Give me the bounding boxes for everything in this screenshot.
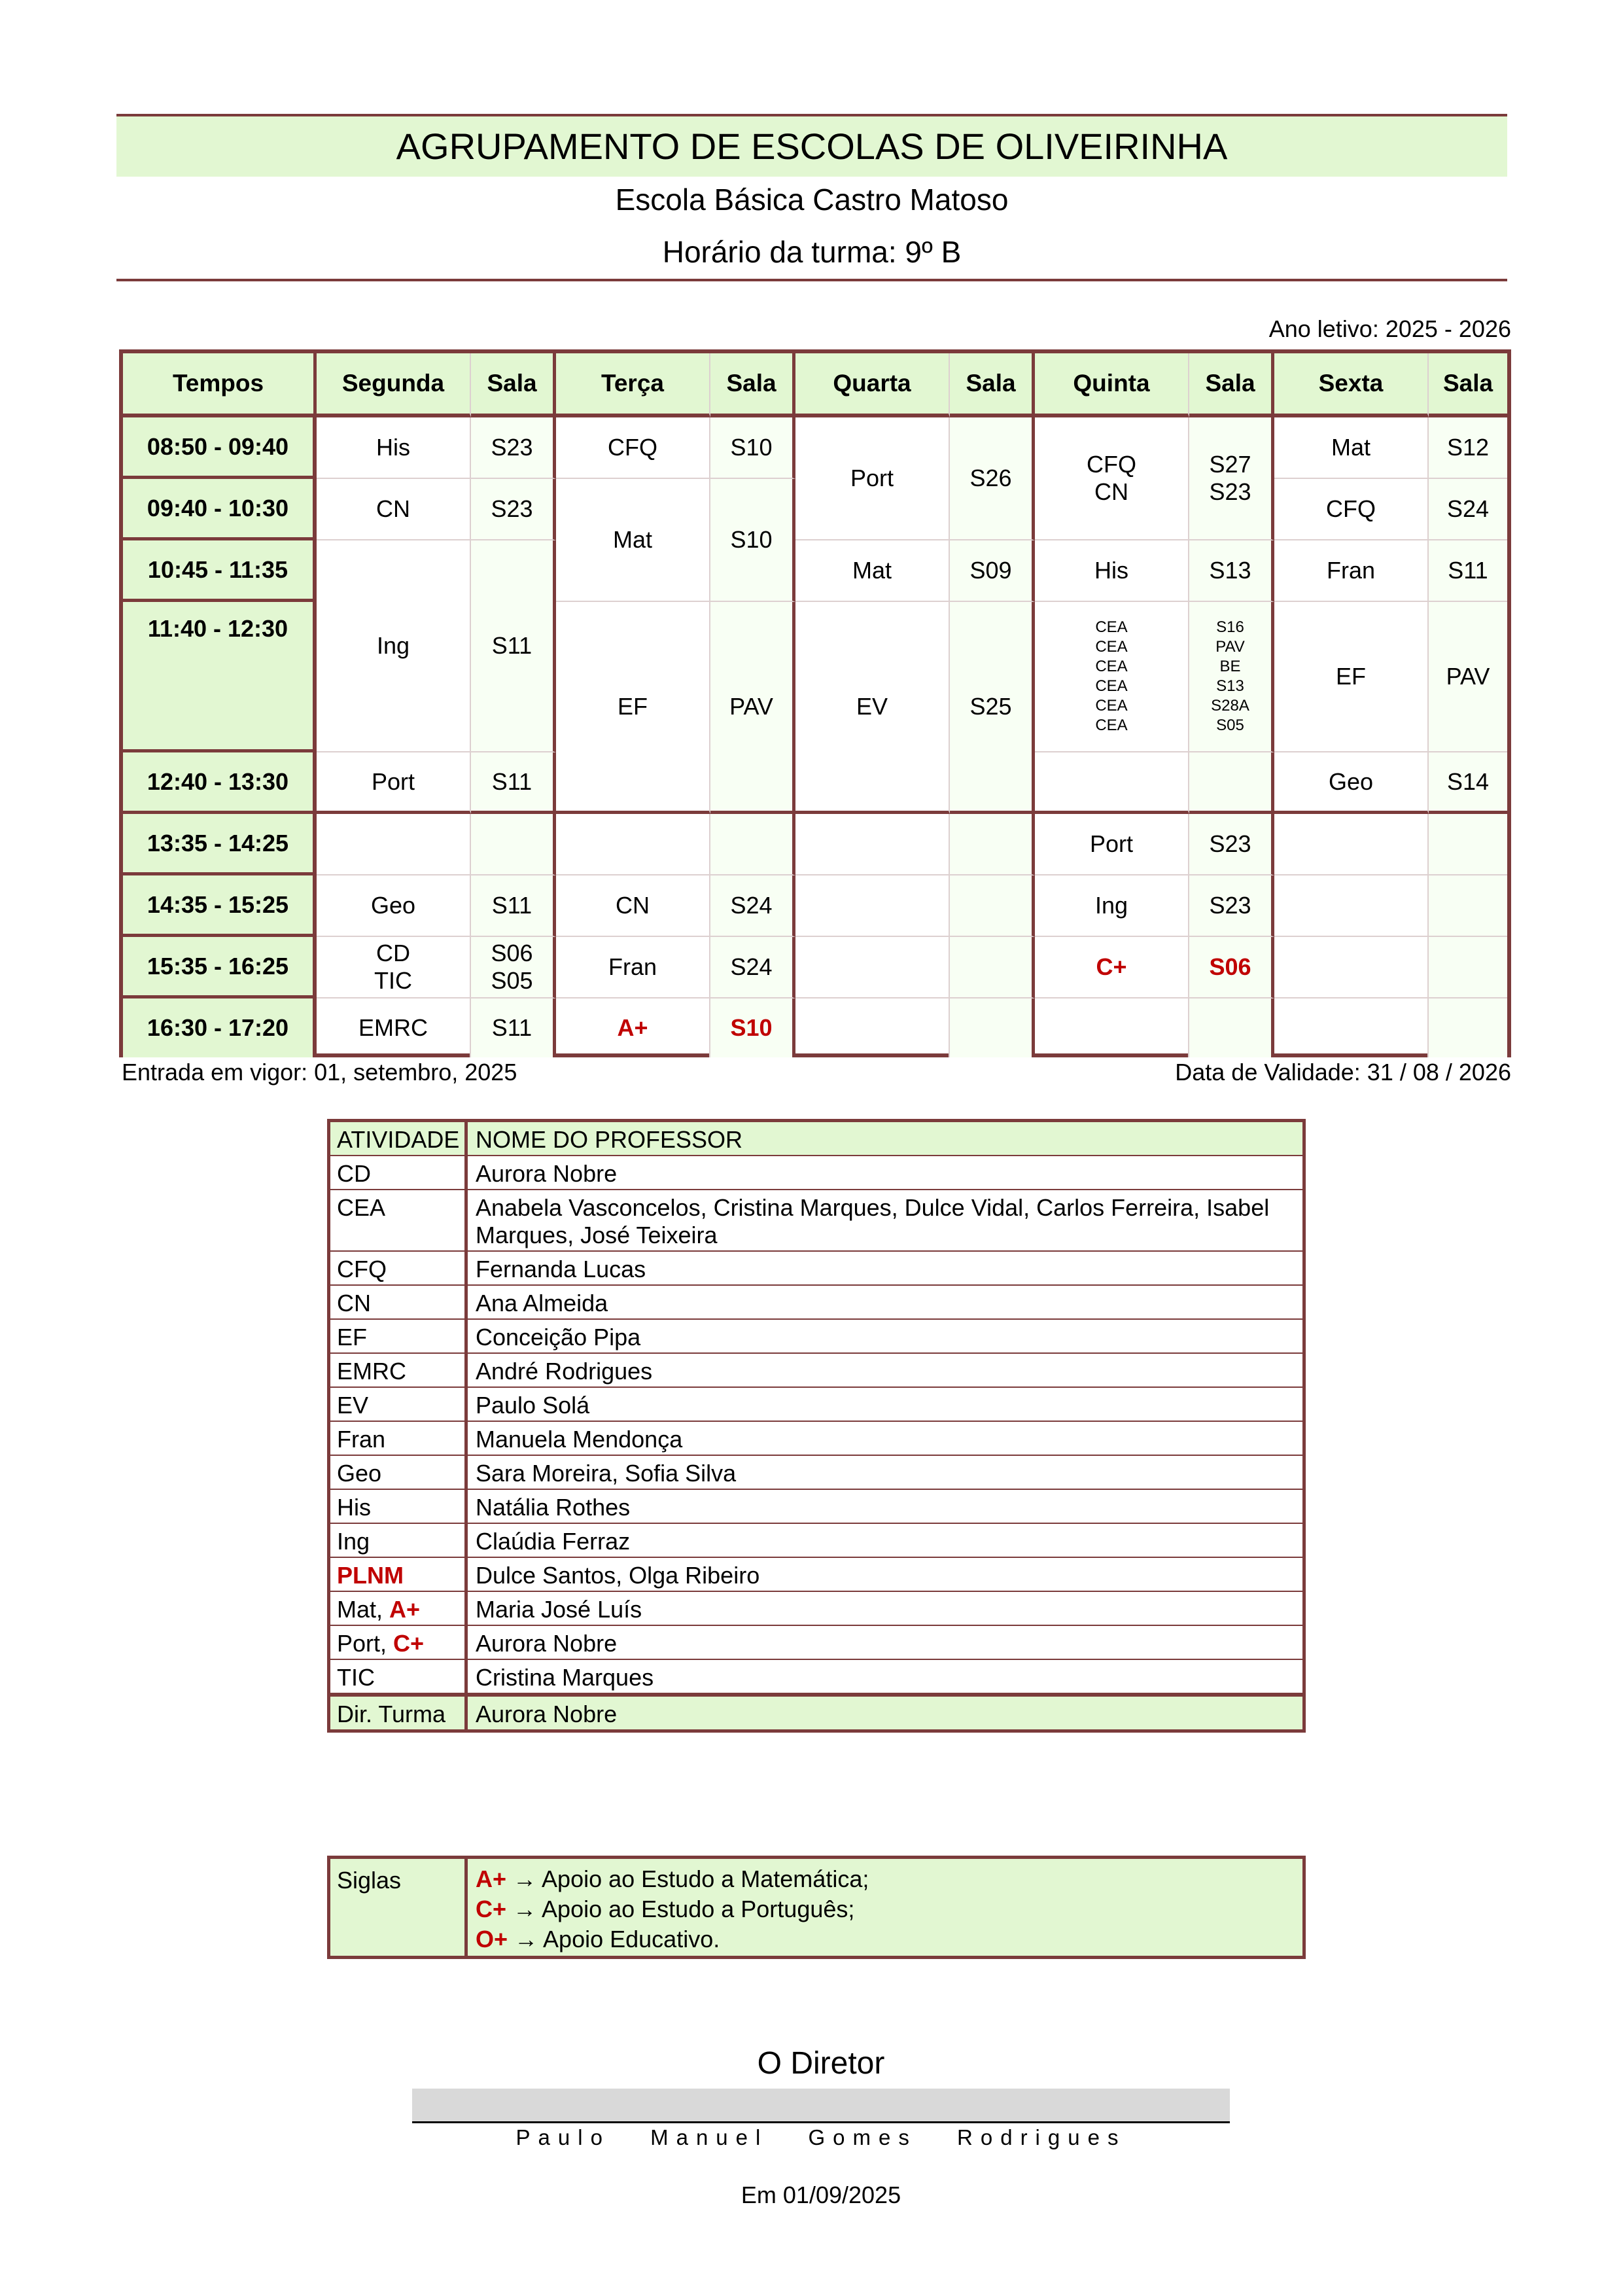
acronym-text: → Apoio ao Estudo a Português; [506, 1896, 855, 1922]
table-row [330, 1660, 1302, 1694]
lesson-room-list [1189, 602, 1274, 752]
empty-cell [950, 937, 1035, 998]
lesson-room: S11 [471, 998, 556, 1057]
lesson-subject: CFQ [556, 417, 710, 479]
lesson-subject: Port [795, 417, 950, 540]
lesson-room: S28A [1211, 697, 1249, 715]
acronyms-label: Siglas [330, 1859, 468, 1956]
lesson-subject: Mat [1274, 417, 1429, 479]
lesson-subject: CEA [1095, 677, 1128, 695]
empty-cell [1274, 937, 1429, 998]
empty-cell [795, 814, 950, 875]
lesson-subject: CEA [1095, 638, 1128, 656]
teachers-table [327, 1119, 1306, 1733]
lesson-room: S13 [1189, 540, 1274, 602]
lesson-subject-support: C+ [1035, 937, 1189, 998]
teacher-cell: André Rodrigues [476, 1358, 653, 1385]
lesson-subject: EV [795, 602, 950, 814]
lesson-subject: Ing [1035, 875, 1189, 937]
lesson-room: S05 [491, 967, 533, 994]
lesson-subject: His [1035, 540, 1189, 602]
teachers-header-row [330, 1122, 1302, 1156]
lesson-subject: CEA [1095, 618, 1128, 636]
lesson-room: S11 [1429, 540, 1507, 602]
lesson-subject: Geo [1274, 752, 1429, 814]
activity-cell: Fran [330, 1422, 468, 1455]
header-tempos: Tempos [123, 353, 317, 417]
acronyms-list [468, 1859, 1302, 1956]
table-row [330, 1286, 1302, 1320]
table-row [330, 1558, 1302, 1592]
lesson-subject: Geo [317, 875, 471, 937]
empty-cell [317, 814, 471, 875]
lesson-room: PAV [710, 602, 795, 814]
lesson-room: S23 [471, 417, 556, 479]
empty-cell [1274, 814, 1429, 875]
teacher-cell: Claúdia Ferraz [476, 1528, 631, 1555]
time-slot: 09:40 - 10:30 [123, 479, 317, 540]
acronym-item [476, 1864, 1295, 1894]
lesson-subject: EF [556, 602, 710, 814]
lesson-room: S24 [710, 937, 795, 998]
table-row [330, 1252, 1302, 1286]
activity-cell: EF [330, 1320, 468, 1352]
lesson-room: S12 [1429, 417, 1507, 479]
activity-cell: Ing [330, 1524, 468, 1557]
teacher-cell: Aurora Nobre [476, 1630, 618, 1657]
acronym-text: → Apoio Educativo. [508, 1926, 720, 1952]
empty-cell [1189, 752, 1274, 814]
lesson-room: S23 [1189, 814, 1274, 875]
support-code: C+ [393, 1630, 425, 1657]
lesson-subject: TIC [374, 967, 412, 994]
time-slot: 11:40 - 12:30 [123, 602, 317, 752]
empty-cell [710, 814, 795, 875]
lesson-room: S13 [1216, 677, 1244, 695]
teacher-cell: Fernanda Lucas [476, 1256, 646, 1282]
acronym-code: O+ [476, 1926, 508, 1952]
time-slot: 13:35 - 14:25 [123, 814, 317, 875]
school-name: Escola Básica Castro Matoso [615, 183, 1009, 217]
time-slot: 12:40 - 13:30 [123, 752, 317, 814]
lesson-room: S11 [471, 875, 556, 937]
activity-cell: PLNM [330, 1558, 468, 1591]
signature-box [412, 2089, 1230, 2123]
time-slot: 10:45 - 11:35 [123, 540, 317, 602]
time-slot: 15:35 - 16:25 [123, 937, 317, 998]
table-row [330, 1626, 1302, 1660]
teacher-cell: Maria José Luís [476, 1596, 642, 1623]
lesson-room-double [1189, 417, 1274, 540]
acronym-item [476, 1924, 1295, 1954]
header-quarta: Quarta [795, 353, 950, 417]
activity-cell: CEA [330, 1190, 468, 1250]
teacher-cell: Aurora Nobre [476, 1160, 618, 1187]
empty-cell [950, 814, 1035, 875]
lesson-subject: CEA [1095, 716, 1128, 734]
activity-cell: TIC [330, 1660, 468, 1693]
expiry-date: Data de Validade: 31 / 08 / 2026 [1175, 1059, 1511, 1086]
table-row [330, 1190, 1302, 1252]
empty-cell [1274, 875, 1429, 937]
lesson-room: S14 [1429, 752, 1507, 814]
activity-label: Port, [337, 1630, 394, 1657]
lesson-room: S26 [950, 417, 1035, 540]
lesson-subject: EF [1274, 602, 1429, 752]
director-label: Dir. Turma [330, 1697, 468, 1729]
school-year: Ano letivo: 2025 - 2026 [1268, 315, 1511, 342]
table-row [330, 1524, 1302, 1558]
acronym-code: C+ [476, 1896, 507, 1922]
header-sexta: Sexta [1274, 353, 1429, 417]
header-activity: ATIVIDADE [330, 1122, 468, 1155]
lesson-room: S24 [1429, 479, 1507, 540]
teacher-cell: Ana Almeida [476, 1290, 608, 1316]
signature-date: Em 01/09/2025 [741, 2181, 901, 2208]
empty-cell [1189, 998, 1274, 1057]
lesson-room: S23 [471, 479, 556, 540]
lesson-room: PAV [1215, 638, 1245, 656]
empty-cell [795, 937, 950, 998]
acronym-code: A+ [476, 1865, 507, 1892]
timetable [119, 349, 1511, 1057]
class-title: Horário da turma: 9º B [662, 235, 962, 269]
lesson-subject: EMRC [317, 998, 471, 1057]
director-name: Aurora Nobre [476, 1701, 618, 1727]
lesson-subject-double [317, 937, 471, 998]
lesson-subject-double [1035, 417, 1189, 540]
lesson-subject: CD [376, 940, 410, 966]
empty-cell [795, 875, 950, 937]
teacher-cell: Sara Moreira, Sofia Silva [476, 1460, 737, 1487]
activity-cell: CD [330, 1156, 468, 1189]
lesson-room: S24 [710, 875, 795, 937]
activity-cell [330, 1592, 468, 1625]
empty-cell [1035, 998, 1189, 1057]
header-sala-terca: Sala [710, 353, 795, 417]
lesson-subject: His [317, 417, 471, 479]
lesson-room: S09 [950, 540, 1035, 602]
activity-cell: Geo [330, 1456, 468, 1489]
lesson-subject: CEA [1095, 697, 1128, 715]
lesson-subject: Ing [317, 540, 471, 752]
activity-cell: CFQ [330, 1252, 468, 1284]
lesson-subject: CN [1094, 478, 1128, 505]
lesson-subject: Port [1035, 814, 1189, 875]
table-row [330, 1388, 1302, 1422]
lesson-subject: Mat [795, 540, 950, 602]
empty-cell [950, 875, 1035, 937]
teacher-cell: Dulce Santos, Olga Ribeiro [476, 1562, 760, 1589]
empty-cell [556, 814, 710, 875]
header-segunda: Segunda [317, 353, 471, 417]
table-row [330, 1456, 1302, 1490]
table-row [330, 1354, 1302, 1388]
teacher-cell: Cristina Marques [476, 1664, 654, 1691]
lesson-subject: CFQ [1087, 451, 1136, 478]
table-row [330, 1320, 1302, 1354]
school-group-title: AGRUPAMENTO DE ESCOLAS DE OLIVEIRINHA [116, 116, 1507, 177]
lesson-subject-list [1035, 602, 1189, 752]
empty-cell [950, 998, 1035, 1057]
time-slot: 14:35 - 15:25 [123, 875, 317, 937]
table-row [330, 1490, 1302, 1524]
lesson-room: S06 [1189, 937, 1274, 998]
empty-cell [471, 814, 556, 875]
activity-cell: His [330, 1490, 468, 1523]
support-code: A+ [389, 1596, 421, 1623]
teacher-cell: Paulo Solá [476, 1392, 590, 1419]
lesson-subject: CFQ [1274, 479, 1429, 540]
lesson-subject-support: A+ [556, 998, 710, 1057]
lesson-room: S10 [710, 417, 795, 479]
acronym-item [476, 1894, 1295, 1924]
lesson-room-double [471, 937, 556, 998]
director-full-name: Paulo Manuel Gomes Rodrigues [515, 2125, 1126, 2149]
activity-cell [330, 1626, 468, 1659]
acronym-text: → Apoio ao Estudo a Matemática; [506, 1865, 869, 1892]
lesson-subject: CN [317, 479, 471, 540]
lesson-subject: Mat [556, 479, 710, 602]
header-sala-quinta: Sala [1189, 353, 1274, 417]
lesson-subject: Port [317, 752, 471, 814]
empty-cell [1429, 814, 1507, 875]
lesson-room: S23 [1189, 875, 1274, 937]
empty-cell [795, 998, 950, 1057]
teacher-cell: Conceição Pipa [476, 1324, 641, 1351]
lesson-subject: Fran [556, 937, 710, 998]
lesson-room: S06 [491, 940, 533, 966]
teacher-cell: Natália Rothes [476, 1494, 631, 1521]
empty-cell [1429, 998, 1507, 1057]
activity-label: Mat, [337, 1596, 390, 1623]
header-sala-quarta: Sala [950, 353, 1035, 417]
time-slot: 16:30 - 17:20 [123, 998, 317, 1057]
empty-cell [1035, 752, 1189, 814]
acronyms-box [327, 1856, 1306, 1959]
empty-cell [1429, 875, 1507, 937]
teacher-cell: Anabela Vasconcelos, Cristina Marques, Dulce Vidal, Carlos Ferreira, Isabel Marques, José Teixeira [476, 1194, 1270, 1248]
lesson-room: S16 [1216, 618, 1244, 636]
table-row [330, 1156, 1302, 1190]
teacher-cell: Manuela Mendonça [476, 1426, 683, 1453]
empty-cell [1274, 998, 1429, 1057]
effective-date: Entrada em vigor: 01, setembro, 2025 [122, 1059, 517, 1086]
header-terca: Terça [556, 353, 710, 417]
lesson-subject: CN [556, 875, 710, 937]
activity-cell: CN [330, 1286, 468, 1318]
lesson-room: S27 [1209, 451, 1251, 478]
lesson-room: S10 [710, 998, 795, 1057]
lesson-subject: Fran [1274, 540, 1429, 602]
lesson-subject: CEA [1095, 658, 1128, 675]
lesson-room: BE [1219, 658, 1241, 675]
time-slot: 08:50 - 09:40 [123, 417, 317, 479]
lesson-room: S25 [950, 602, 1035, 814]
table-row [330, 1422, 1302, 1456]
class-director-row [330, 1694, 1302, 1729]
activity-cell: EMRC [330, 1354, 468, 1386]
lesson-room: S23 [1209, 478, 1251, 505]
lesson-room: S05 [1216, 716, 1244, 734]
activity-cell: EV [330, 1388, 468, 1421]
header-sala-sexta: Sala [1429, 353, 1507, 417]
header-bottom-rule [116, 279, 1507, 281]
header-quinta: Quinta [1035, 353, 1189, 417]
empty-cell [1429, 937, 1507, 998]
lesson-room: PAV [1429, 602, 1507, 752]
director-title: O Diretor [757, 2046, 885, 2081]
lesson-room: S11 [471, 752, 556, 814]
table-row [330, 1592, 1302, 1626]
header-sala-segunda: Sala [471, 353, 556, 417]
lesson-room: S11 [471, 540, 556, 752]
header-teacher: NOME DO PROFESSOR [476, 1126, 743, 1153]
lesson-room: S10 [710, 479, 795, 602]
